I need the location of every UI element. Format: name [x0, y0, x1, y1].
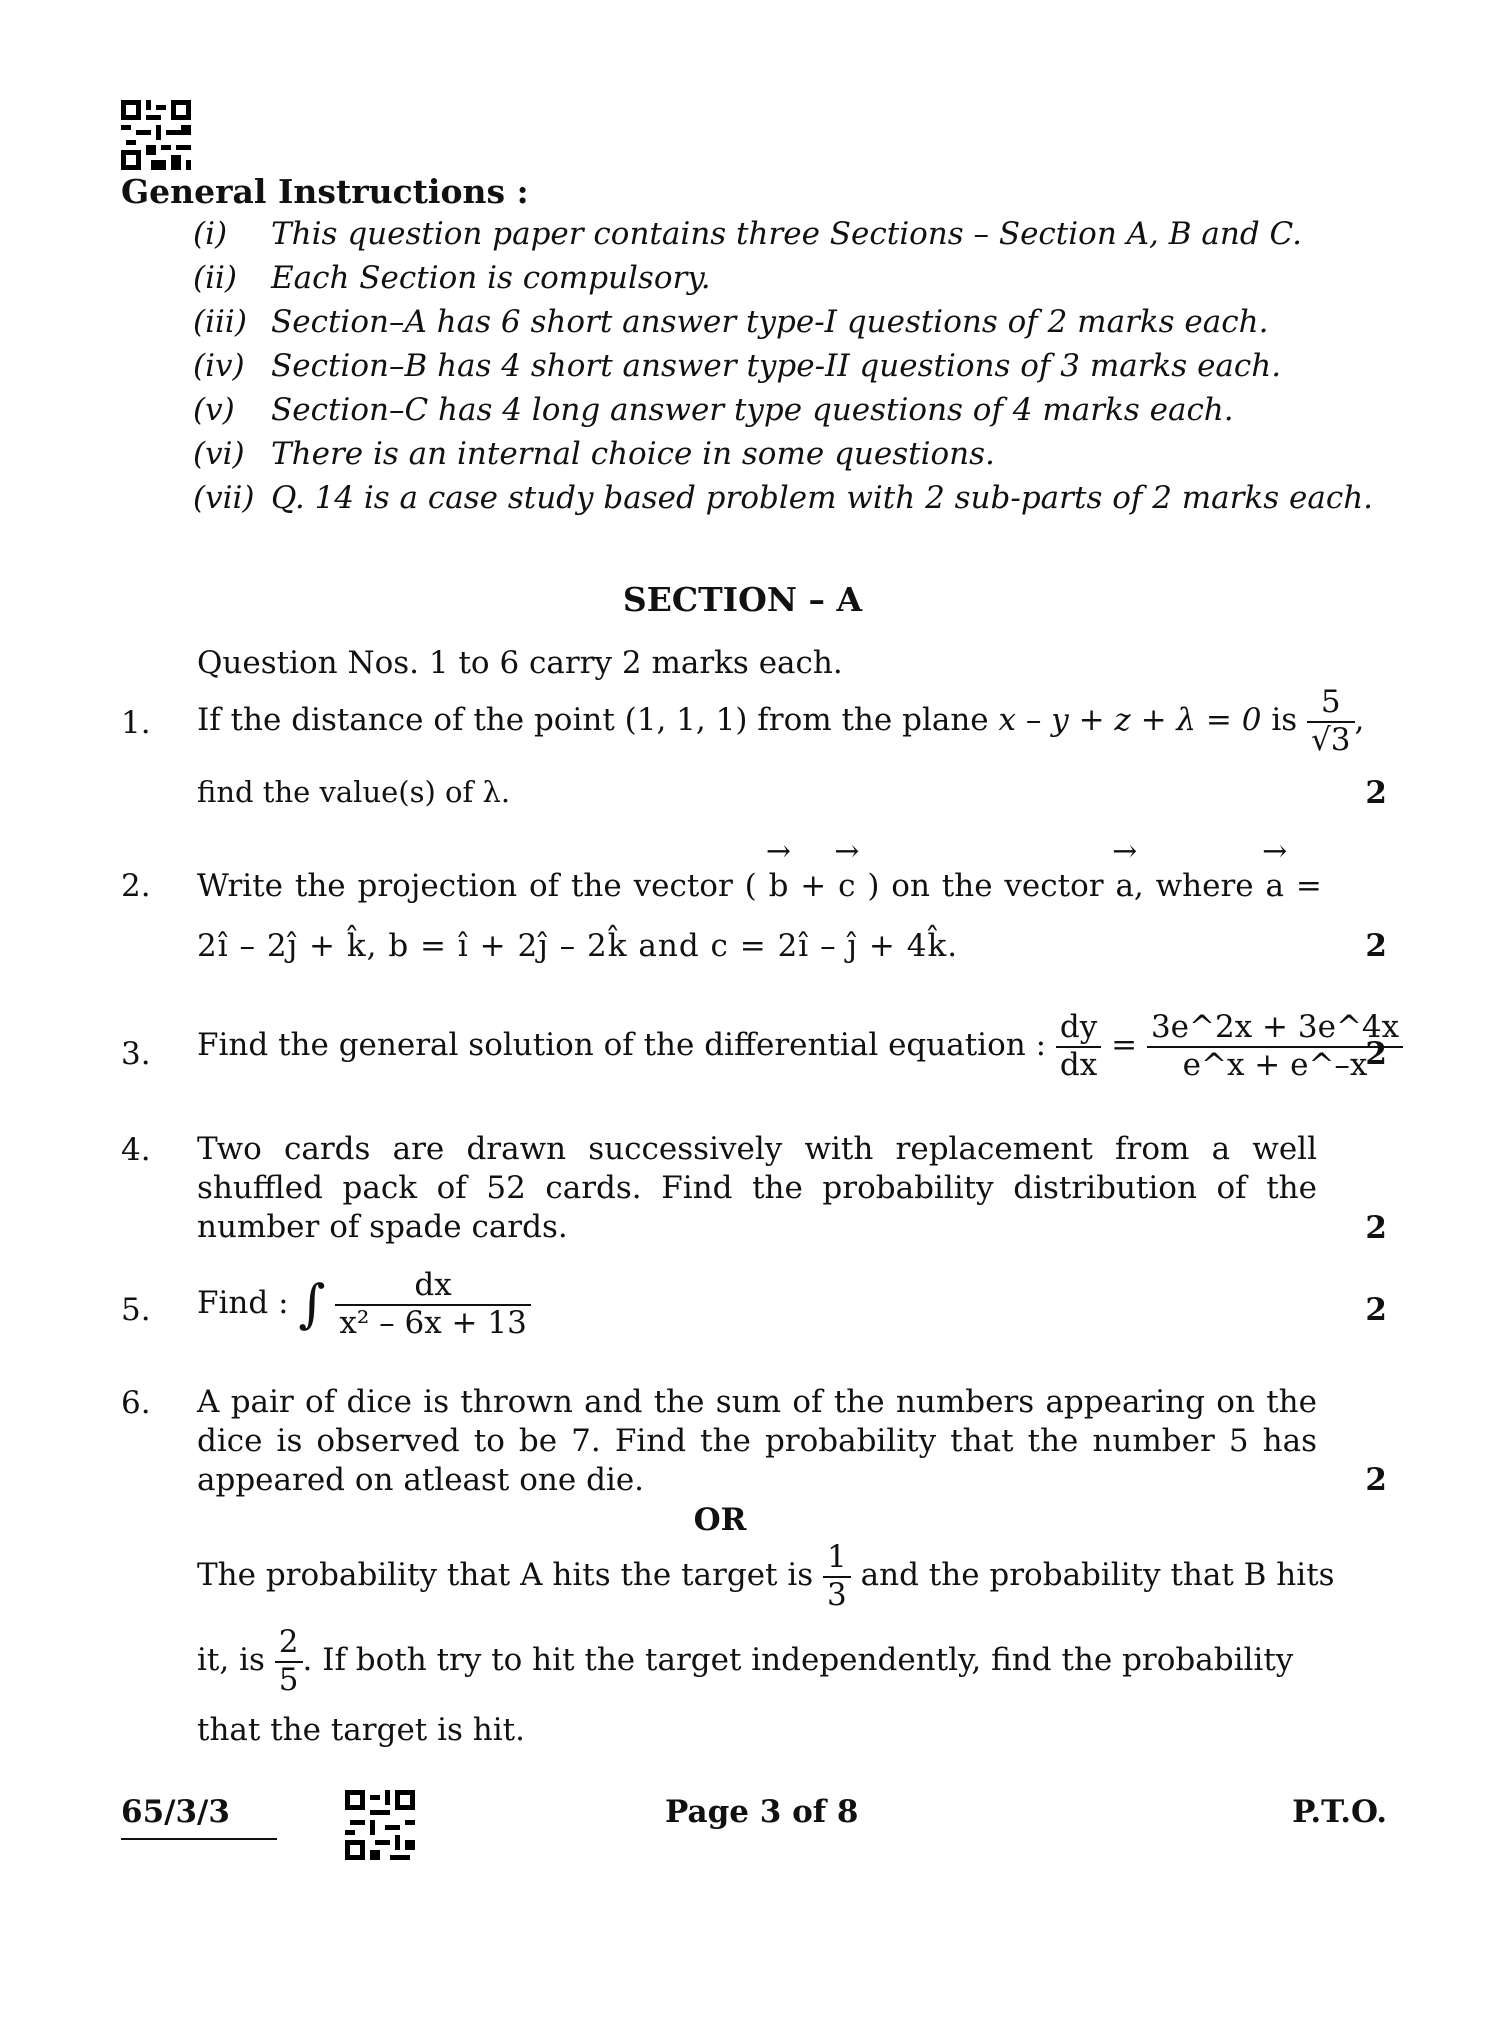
pto-label: P.T.O. [1292, 1794, 1387, 1830]
instruction-item: (iii) Section–A has 6 short answer type-I questions of 2 marks each. [193, 304, 1269, 340]
instruction-item: (i) This question paper contains three Sections – Section A, B and C. [193, 216, 1302, 252]
section-title: SECTION – A [622, 580, 863, 619]
marks: 2 [1365, 1210, 1387, 1246]
question-1-line1: If the distance of the point (1, 1, 1) from the plane x – y + z + λ = 0 is $\frac{5}{√3}$ , [197, 684, 1365, 758]
marks: 2 [1365, 1036, 1387, 1072]
paper-code: 65/3/3 [121, 1794, 230, 1830]
marks: 2 [1365, 775, 1387, 811]
question-number: 5. [121, 1292, 151, 1328]
question-number: 6. [121, 1385, 151, 1421]
marks: 2 [1365, 1462, 1387, 1498]
question-6-text: A pair of dice is thrown and the sum of the numbers appearing on the dice is observed to be 7. Find the probability that the number 5 has appeared on atleast one die. [197, 1384, 1317, 1498]
instruction-item: (vi) There is an internal choice in some questions. [193, 436, 995, 472]
qr-code-icon [345, 1790, 415, 1860]
page-number: Page 3 of 8 [665, 1794, 859, 1830]
instruction-item: (ii) Each Section is compulsory. [193, 260, 711, 296]
question-3-text: Find the general solution of the differential equation : $\frac{dy}{dx}$ = $\frac{3e\^{}2x + 3e\^{}4x}{e\^{}x + e\^{}-x}$ [197, 1010, 1403, 1083]
instruction-item: (v) Section–C has 4 long answer type questions of 4 marks each. [193, 392, 1234, 428]
footer-underline [121, 1838, 277, 1840]
question-number: 4. [121, 1132, 151, 1168]
qr-code-icon [121, 100, 191, 170]
question-2-line2: 2î – 2ĵ + k̂, b = î + 2ĵ – 2k̂ and c = 2î – ĵ + 4k̂. [197, 928, 959, 964]
question-number: 2. [121, 868, 151, 904]
question-6-alt-line3: that the target is hit. [197, 1712, 525, 1748]
section-intro: Question Nos. 1 to 6 carry 2 marks each. [197, 645, 843, 681]
question-number: 1. [121, 705, 151, 741]
question-5-text: Find : ∫ $\frac{dx}{\text{x² – 6x + 13}}$ [197, 1268, 531, 1341]
marks: 2 [1365, 928, 1387, 964]
question-1-line2: find the value(s) of λ. [197, 775, 511, 809]
general-instructions-title: General Instructions : [121, 172, 529, 211]
question-number: 3. [121, 1036, 151, 1072]
question-6-alt-line1: The probability that A hits the target is $\frac{1}{3}$ and the probability that B hits [197, 1539, 1335, 1613]
or-label: OR [693, 1502, 747, 1538]
question-6-alt-line2: it, is $\frac{2}{5}$ . If both try to hit the target independently, find the probability [197, 1624, 1294, 1698]
question-4-text: Two cards are drawn successively with replacement from a well shuffled pack of 52 cards. Find the probability distribution of the number of spade cards. [197, 1131, 1317, 1245]
marks: 2 [1365, 1292, 1387, 1328]
instruction-item: (iv) Section–B has 4 short answer type-II questions of 3 marks each. [193, 348, 1282, 384]
question-2-line1: Write the projection of the vector ( → b + → c ) on the vector → a, where → a = [197, 868, 1322, 904]
instruction-item: (vii) Q. 14 is a case study based problem with 2 sub-parts of 2 marks each. [193, 480, 1374, 516]
